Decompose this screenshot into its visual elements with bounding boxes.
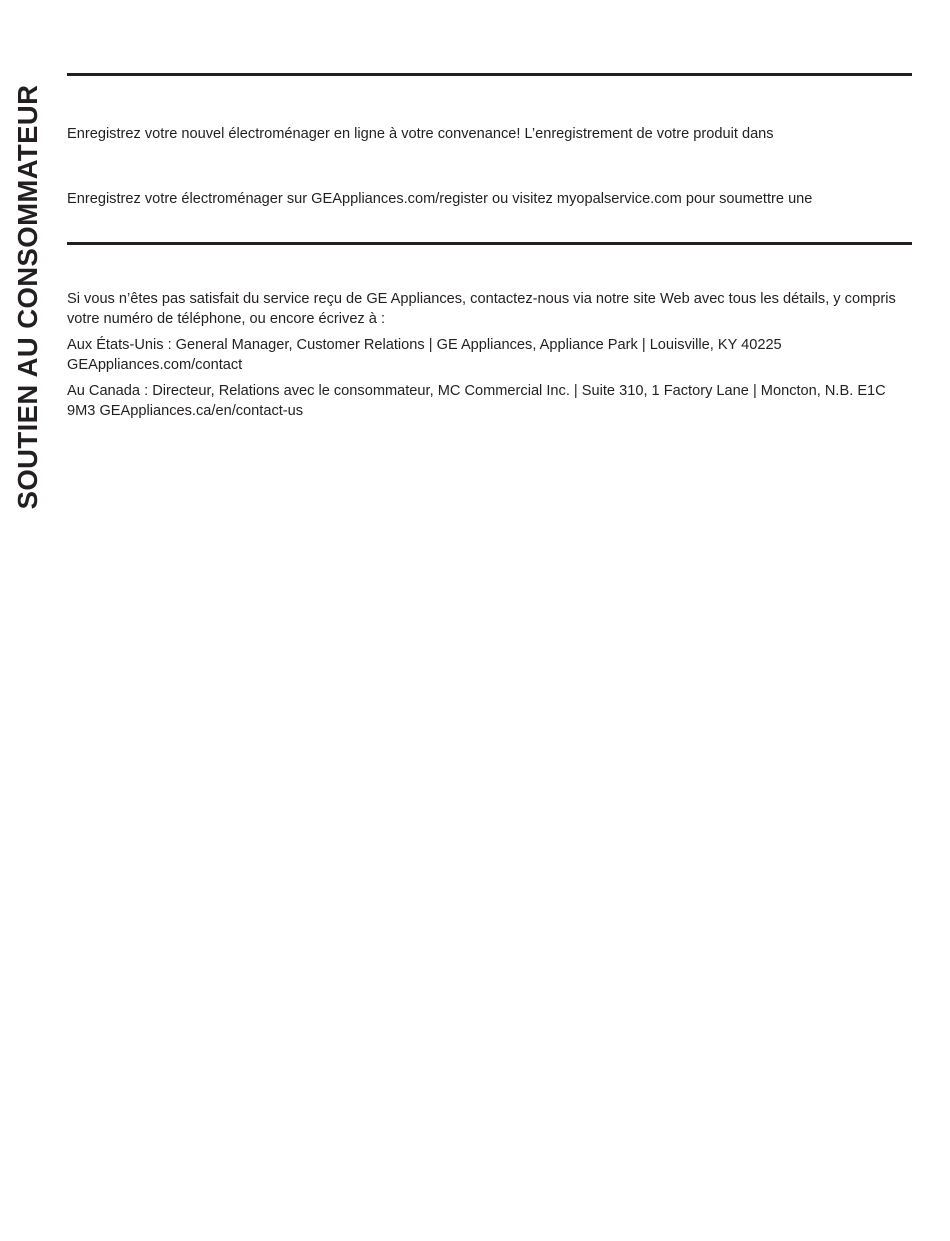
top-divider — [67, 73, 912, 76]
canada-contact-link[interactable]: GEAppliances.ca/en/contact-us — [99, 402, 304, 419]
registration-online-text: Enregistrez votre électroménager sur GEAppliances.com/register ou visitez myopalservice.com pour soumettre une — [67, 191, 813, 207]
us-address-text: Aux États-Unis : General Manager, Customer Relations | GE Appliances, Appliance Park | Louisville, KY 40225 — [67, 337, 782, 353]
section-side-title: SOUTIEN AU CONSOMMATEUR — [12, 84, 43, 510]
us-contact-block — [67, 336, 912, 375]
us-contact-link[interactable]: GEAppliances.com/contact — [67, 356, 243, 373]
canada-contact-block — [67, 382, 912, 421]
unsatisfied-service-text: Si vous n’êtes pas satisfait du service reçu de GE Appliances, contactez-nous via notre site Web avec tous les détails, y compris votre numéro de téléphone, ou encore écrivez à : — [67, 291, 896, 327]
registration-intro-text: Enregistrez votre nouvel électroménager en ligne à votre convenance! L’enregistrement de votre produit dans — [67, 126, 774, 142]
middle-divider — [67, 242, 912, 245]
canada-address-text: Au Canada : Directeur, Relations avec le consommateur, MC Commercial Inc. | Suite 310, 1 Factory Lane | Moncton, N.B. E1C 9M3 — [67, 383, 886, 419]
